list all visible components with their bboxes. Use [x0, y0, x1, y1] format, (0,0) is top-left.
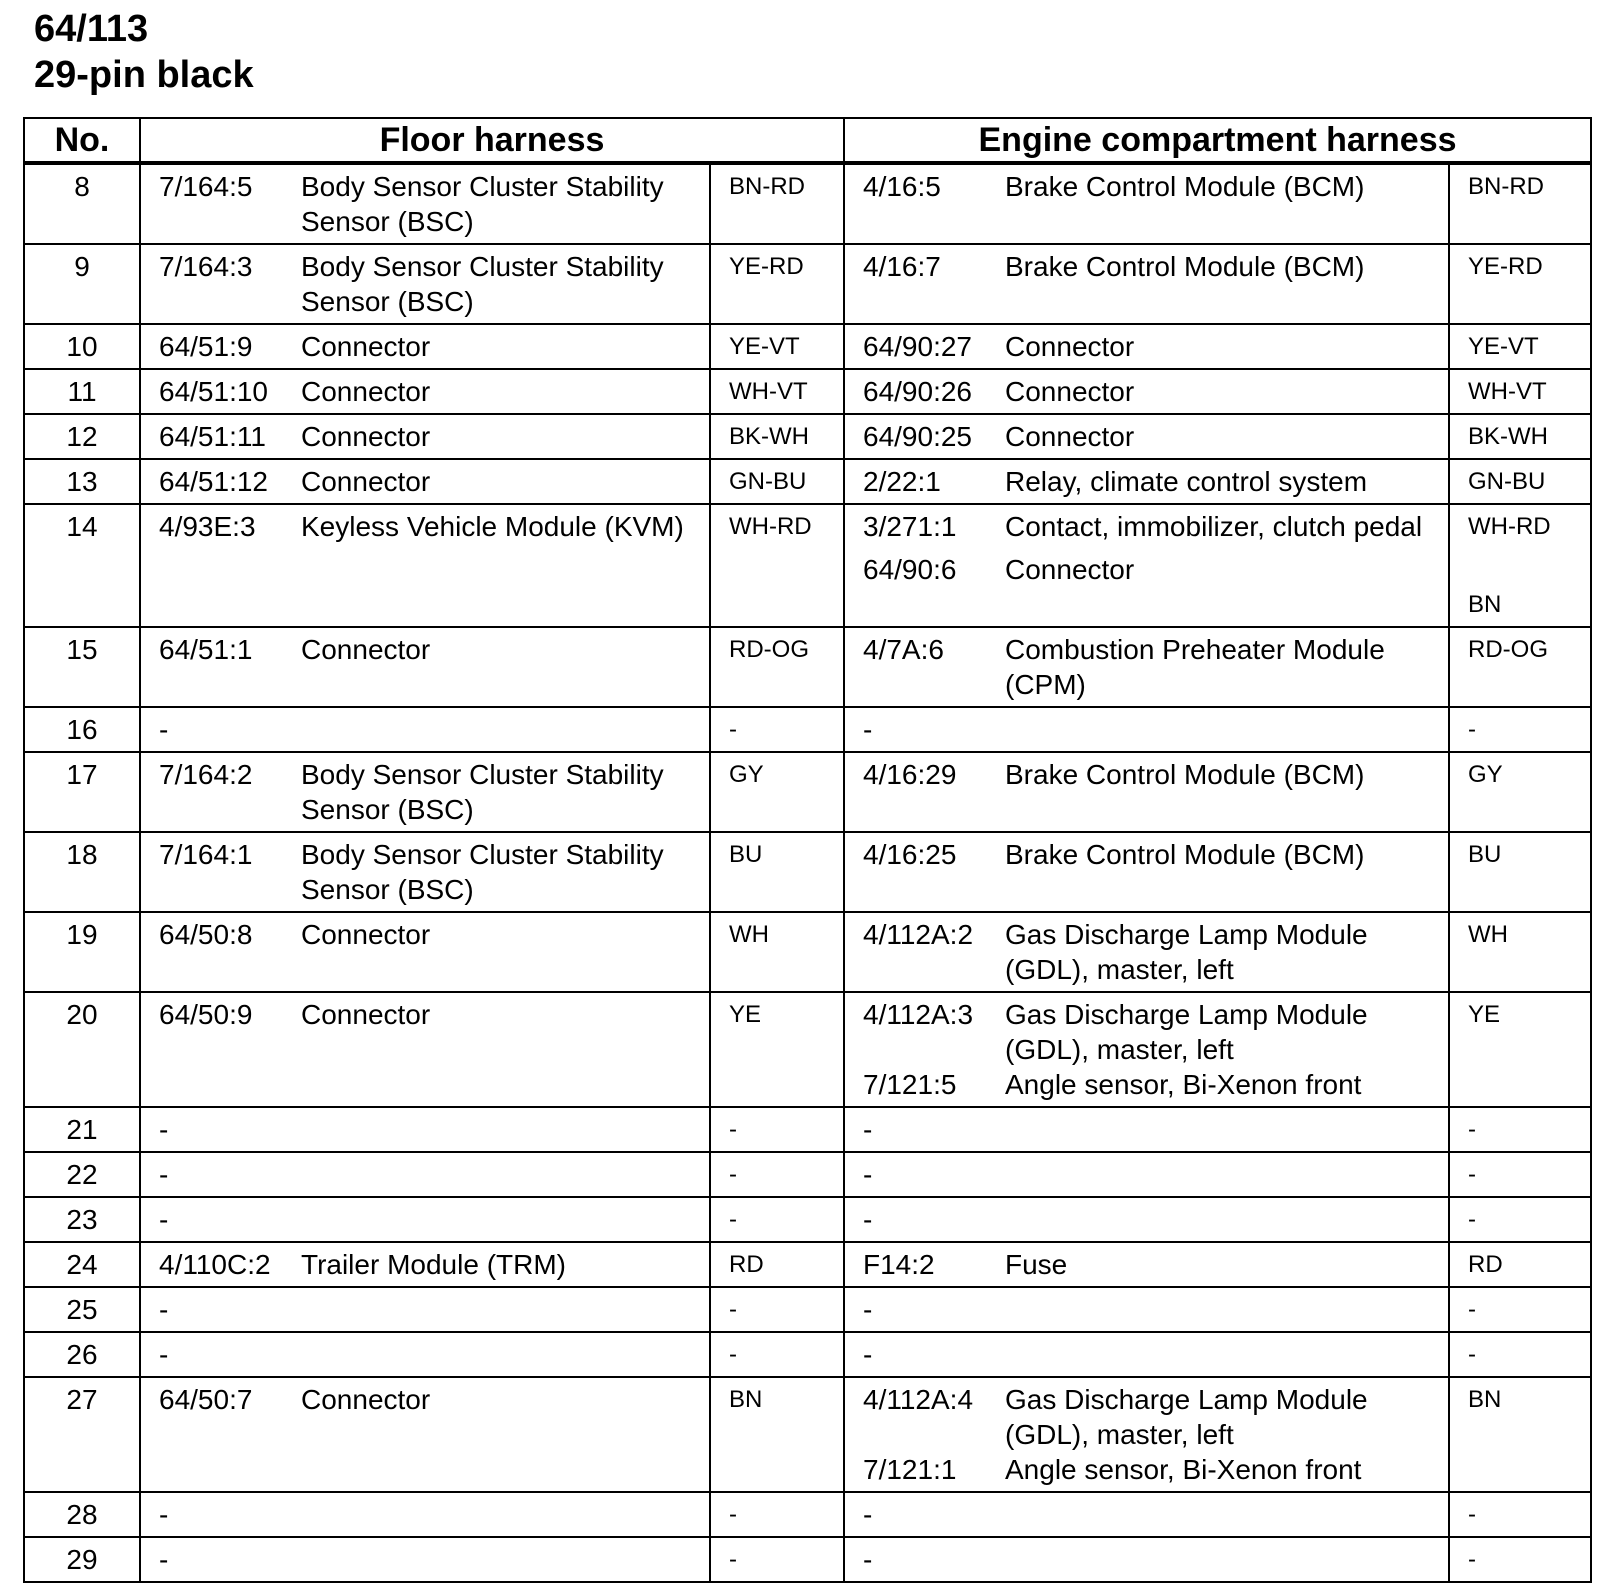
floor-wire-color: GY — [710, 752, 844, 832]
engine-wire-color: RD — [1449, 1242, 1591, 1287]
pin-number: 23 — [24, 1197, 140, 1242]
floor-wire-color: WH — [710, 912, 844, 992]
component-description: Gas Discharge Lamp Module (GDL), master, left — [1005, 919, 1368, 985]
table-row — [24, 627, 1591, 707]
engine-harness-cell — [844, 324, 1449, 369]
table-row — [24, 992, 1591, 1107]
floor-harness-cell — [140, 459, 710, 504]
floor-harness-cell — [140, 369, 710, 414]
wire-color-code: WH-RD — [1468, 513, 1551, 540]
harness-entry — [845, 837, 1448, 872]
table-row — [24, 1242, 1591, 1287]
engine-wire-color: - — [1449, 707, 1591, 752]
component-description: Gas Discharge Lamp Module (GDL), master, left — [1005, 999, 1368, 1065]
harness-entry — [845, 632, 1448, 702]
header-no: No. — [24, 118, 140, 163]
pin-number: 18 — [24, 832, 140, 912]
harness-entry — [845, 1067, 1448, 1102]
engine-harness-cell — [844, 244, 1449, 324]
pin-reference: - — [863, 1294, 873, 1325]
harness-entry — [845, 1292, 1448, 1327]
engine-harness-cell — [844, 992, 1449, 1107]
pin-reference: 4/7A:6 — [863, 634, 944, 665]
pin-number: 27 — [24, 1377, 140, 1492]
harness-entry — [141, 374, 709, 409]
engine-wire-color: GN-BU — [1449, 459, 1591, 504]
header-engine-harness: Engine compartment harness — [844, 118, 1591, 163]
floor-harness-cell — [140, 752, 710, 832]
pin-reference: 64/90:6 — [863, 554, 957, 585]
component-description — [1005, 1292, 1448, 1327]
pin-reference: 64/51:12 — [159, 466, 268, 497]
component-description: Connector — [301, 466, 431, 497]
component-description: Connector — [301, 421, 431, 452]
engine-wire-color: YE-VT — [1449, 324, 1591, 369]
pin-reference: - — [863, 1499, 873, 1530]
engine-wire-color: RD-OG — [1449, 627, 1591, 707]
harness-entry — [845, 917, 1448, 987]
pin-reference: 4/112A:3 — [863, 999, 974, 1030]
engine-wire-color: BN-RD — [1449, 163, 1591, 244]
floor-wire-color: RD — [710, 1242, 844, 1287]
pin-number: 8 — [24, 163, 140, 244]
pin-number: 21 — [24, 1107, 140, 1152]
pin-number: 16 — [24, 707, 140, 752]
component-description: Contact, immobilizer, clutch pedal — [1005, 511, 1423, 542]
pin-reference: 64/51:10 — [159, 376, 268, 407]
harness-entry — [845, 419, 1448, 454]
engine-harness-cell — [844, 752, 1449, 832]
floor-wire-color: BU — [710, 832, 844, 912]
floor-wire-color: - — [710, 1537, 844, 1582]
engine-harness-cell — [844, 707, 1449, 752]
component-description: Angle sensor, Bi-Xenon front — [1005, 1069, 1362, 1100]
floor-wire-color: - — [710, 707, 844, 752]
wire-color-code: BN — [1468, 591, 1502, 618]
pin-number: 25 — [24, 1287, 140, 1332]
floor-harness-cell — [140, 504, 710, 627]
table-row — [24, 163, 1591, 244]
floor-wire-color: YE-RD — [710, 244, 844, 324]
engine-wire-color: - — [1449, 1287, 1591, 1332]
component-description: Connector — [1005, 421, 1135, 452]
component-description: Connector — [301, 331, 431, 362]
engine-harness-cell — [844, 1107, 1449, 1152]
pin-number: 17 — [24, 752, 140, 832]
engine-harness-cell — [844, 459, 1449, 504]
harness-entry — [845, 464, 1448, 499]
floor-harness-cell — [140, 1492, 710, 1537]
harness-entry — [141, 509, 709, 544]
floor-wire-color: - — [710, 1332, 844, 1377]
engine-wire-color: YE — [1449, 992, 1591, 1107]
pin-reference: 7/121:5 — [863, 1069, 957, 1100]
table-row — [24, 1332, 1591, 1377]
engine-wire-color: - — [1449, 1152, 1591, 1197]
pin-reference: - — [863, 714, 873, 745]
harness-entry — [141, 712, 709, 747]
pin-reference: 64/51:11 — [159, 421, 266, 452]
floor-harness-cell — [140, 414, 710, 459]
floor-harness-cell — [140, 1107, 710, 1152]
harness-entry — [845, 374, 1448, 409]
engine-wire-color: - — [1449, 1492, 1591, 1537]
pin-number: 28 — [24, 1492, 140, 1537]
floor-harness-cell — [140, 912, 710, 992]
component-description — [301, 1202, 709, 1237]
harness-entry — [141, 1337, 709, 1372]
pin-number: 26 — [24, 1332, 140, 1377]
component-description — [301, 1292, 709, 1327]
pin-reference: - — [159, 1159, 169, 1190]
floor-harness-cell — [140, 1377, 710, 1492]
harness-entry — [845, 1452, 1448, 1487]
table-row — [24, 1107, 1591, 1152]
header-floor-harness: Floor harness — [140, 118, 844, 163]
pin-number: 20 — [24, 992, 140, 1107]
harness-entry — [845, 757, 1448, 792]
engine-harness-cell — [844, 414, 1449, 459]
engine-harness-cell — [844, 627, 1449, 707]
pin-reference: 64/90:25 — [863, 421, 972, 452]
connector-type: 29-pin black — [34, 54, 254, 96]
table-row — [24, 504, 1591, 627]
component-description — [301, 1157, 709, 1192]
pin-reference: 64/90:26 — [863, 376, 972, 407]
pin-reference: - — [159, 1114, 169, 1145]
harness-entry — [845, 1157, 1448, 1192]
engine-wire-color: WH-VT — [1449, 369, 1591, 414]
component-description — [1005, 712, 1448, 747]
harness-entry — [141, 837, 709, 907]
pin-reference: - — [159, 1204, 169, 1235]
harness-entry — [141, 1157, 709, 1192]
pin-assignment-table — [23, 117, 1592, 1583]
component-description: Body Sensor Cluster Stability Sensor (BSC) — [301, 171, 664, 237]
pin-reference: - — [863, 1544, 873, 1575]
harness-entry — [141, 249, 709, 319]
floor-harness-cell — [140, 627, 710, 707]
pin-number: 29 — [24, 1537, 140, 1582]
floor-wire-color: BN — [710, 1377, 844, 1492]
component-description — [301, 1542, 709, 1577]
engine-wire-color: - — [1449, 1197, 1591, 1242]
floor-harness-cell — [140, 324, 710, 369]
table-row — [24, 369, 1591, 414]
pin-reference: 64/51:1 — [159, 634, 253, 665]
component-description: Brake Control Module (BCM) — [1005, 251, 1365, 282]
floor-wire-color: BN-RD — [710, 163, 844, 244]
component-description: Trailer Module (TRM) — [301, 1249, 566, 1280]
engine-wire-color: GY — [1449, 752, 1591, 832]
table-row — [24, 1152, 1591, 1197]
pin-number: 22 — [24, 1152, 140, 1197]
harness-entry — [141, 419, 709, 454]
pin-reference: 7/164:1 — [159, 839, 253, 870]
harness-entry — [141, 1382, 709, 1417]
engine-harness-cell — [844, 1152, 1449, 1197]
engine-wire-color: BN — [1449, 1377, 1591, 1492]
floor-wire-color: - — [710, 1197, 844, 1242]
harness-entry — [845, 1382, 1448, 1452]
floor-harness-cell — [140, 244, 710, 324]
pin-number: 9 — [24, 244, 140, 324]
pin-reference: 64/50:9 — [159, 999, 253, 1030]
component-description — [301, 712, 709, 747]
table-row — [24, 1197, 1591, 1242]
connector-id: 64/113 — [34, 8, 149, 50]
harness-entry — [141, 997, 709, 1032]
floor-wire-color: - — [710, 1107, 844, 1152]
table-row — [24, 1537, 1591, 1582]
table-row — [24, 752, 1591, 832]
component-description — [1005, 1497, 1448, 1532]
harness-entry — [141, 917, 709, 952]
component-description: Connector — [1005, 376, 1135, 407]
component-description — [1005, 1112, 1448, 1147]
pin-reference: 7/121:1 — [863, 1454, 957, 1485]
harness-entry — [141, 464, 709, 499]
component-description — [1005, 1542, 1448, 1577]
engine-wire-color — [1449, 504, 1591, 627]
pin-reference: - — [863, 1339, 873, 1370]
pin-number: 24 — [24, 1242, 140, 1287]
floor-wire-color: BK-WH — [710, 414, 844, 459]
floor-harness-cell — [140, 1537, 710, 1582]
harness-entry — [141, 757, 709, 827]
component-description: Connector — [1005, 554, 1135, 585]
pin-reference: - — [863, 1114, 873, 1145]
engine-harness-cell — [844, 1197, 1449, 1242]
pin-reference: - — [159, 714, 169, 745]
floor-wire-color: YE-VT — [710, 324, 844, 369]
harness-entry — [141, 329, 709, 364]
engine-harness-cell — [844, 369, 1449, 414]
engine-wire-color: - — [1449, 1107, 1591, 1152]
table-body — [24, 163, 1591, 1582]
component-description: Brake Control Module (BCM) — [1005, 171, 1365, 202]
floor-wire-color: - — [710, 1492, 844, 1537]
harness-entry — [845, 712, 1448, 747]
floor-wire-color: GN-BU — [710, 459, 844, 504]
component-description: Keyless Vehicle Module (KVM) — [301, 511, 684, 542]
harness-entry — [845, 997, 1448, 1067]
floor-harness-cell — [140, 1242, 710, 1287]
component-description: Connector — [301, 999, 431, 1030]
component-description: Body Sensor Cluster Stability Sensor (BSC) — [301, 251, 664, 317]
floor-harness-cell — [140, 1287, 710, 1332]
harness-entry — [845, 1337, 1448, 1372]
engine-wire-color: YE-RD — [1449, 244, 1591, 324]
pin-reference: 4/16:25 — [863, 839, 957, 870]
document-title — [34, 6, 254, 98]
table-row — [24, 244, 1591, 324]
table-row — [24, 1377, 1591, 1492]
harness-entry — [141, 1497, 709, 1532]
harness-entry — [845, 169, 1448, 204]
pin-reference: 64/50:7 — [159, 1384, 253, 1415]
table-header-row — [24, 118, 1591, 163]
pin-reference: 64/51:9 — [159, 331, 253, 362]
pin-reference: 7/164:2 — [159, 759, 253, 790]
engine-wire-color: - — [1449, 1537, 1591, 1582]
floor-harness-cell — [140, 163, 710, 244]
pin-reference: 4/110C:2 — [159, 1249, 271, 1280]
pin-reference: - — [863, 1204, 873, 1235]
floor-harness-cell — [140, 1332, 710, 1377]
harness-entry — [141, 1542, 709, 1577]
harness-entry — [845, 1247, 1448, 1282]
floor-wire-color: - — [710, 1287, 844, 1332]
pin-reference: F14:2 — [863, 1249, 935, 1280]
harness-entry — [845, 552, 1448, 587]
engine-harness-cell — [844, 1492, 1449, 1537]
floor-harness-cell — [140, 1152, 710, 1197]
component-description: Relay, climate control system — [1005, 466, 1368, 497]
component-description — [1005, 1337, 1448, 1372]
pin-reference: 4/16:29 — [863, 759, 957, 790]
engine-harness-cell — [844, 1377, 1449, 1492]
floor-harness-cell — [140, 832, 710, 912]
engine-harness-cell — [844, 504, 1449, 627]
harness-entry — [845, 1202, 1448, 1237]
component-description: Connector — [301, 376, 431, 407]
engine-wire-color: WH — [1449, 912, 1591, 992]
harness-entry — [141, 1292, 709, 1327]
harness-entry — [141, 632, 709, 667]
component-description: Connector — [301, 919, 431, 950]
harness-entry — [845, 1112, 1448, 1147]
pin-number: 19 — [24, 912, 140, 992]
engine-harness-cell — [844, 912, 1449, 992]
pin-reference: 2/22:1 — [863, 466, 941, 497]
pin-reference: 7/164:3 — [159, 251, 253, 282]
component-description: Body Sensor Cluster Stability Sensor (BSC) — [301, 839, 664, 905]
harness-entry — [141, 1112, 709, 1147]
component-description: Gas Discharge Lamp Module (GDL), master, left — [1005, 1384, 1368, 1450]
table-row — [24, 324, 1591, 369]
component-description: Angle sensor, Bi-Xenon front — [1005, 1454, 1362, 1485]
floor-wire-color: RD-OG — [710, 627, 844, 707]
pin-number: 12 — [24, 414, 140, 459]
table-row — [24, 832, 1591, 912]
component-description: Brake Control Module (BCM) — [1005, 839, 1365, 870]
table-row — [24, 414, 1591, 459]
pin-reference: 7/164:5 — [159, 171, 253, 202]
engine-wire-color: - — [1449, 1332, 1591, 1377]
pin-number: 10 — [24, 324, 140, 369]
floor-harness-cell — [140, 1197, 710, 1242]
component-description: Connector — [1005, 331, 1135, 362]
pin-number: 13 — [24, 459, 140, 504]
component-description — [1005, 1202, 1448, 1237]
floor-harness-cell — [140, 992, 710, 1107]
component-description: Brake Control Module (BCM) — [1005, 759, 1365, 790]
harness-entry — [141, 1202, 709, 1237]
floor-harness-cell — [140, 707, 710, 752]
floor-wire-color: YE — [710, 992, 844, 1107]
pin-reference: - — [159, 1339, 169, 1370]
pin-number: 11 — [24, 369, 140, 414]
harness-entry — [845, 509, 1448, 544]
component-description: Fuse — [1005, 1249, 1068, 1280]
engine-harness-cell — [844, 1537, 1449, 1582]
table-row — [24, 459, 1591, 504]
pin-reference: 64/90:27 — [863, 331, 972, 362]
pin-reference: 4/112A:2 — [863, 919, 974, 950]
engine-harness-cell — [844, 1242, 1449, 1287]
table-row — [24, 1287, 1591, 1332]
pin-reference: - — [159, 1544, 169, 1575]
pin-reference: 64/50:8 — [159, 919, 253, 950]
component-description: Combustion Preheater Module (CPM) — [1005, 634, 1385, 700]
pin-reference: 4/16:7 — [863, 251, 941, 282]
pin-reference: 4/16:5 — [863, 171, 941, 202]
harness-entry — [141, 169, 709, 239]
pin-number: 14 — [24, 504, 140, 627]
pin-reference: - — [159, 1294, 169, 1325]
pin-reference: 4/93E:3 — [159, 511, 256, 542]
engine-harness-cell — [844, 1332, 1449, 1377]
component-description: Connector — [301, 1384, 431, 1415]
component-description — [301, 1497, 709, 1532]
pin-reference: 3/271:1 — [863, 511, 957, 542]
harness-entry — [845, 1542, 1448, 1577]
pin-reference: 4/112A:4 — [863, 1384, 974, 1415]
component-description: Body Sensor Cluster Stability Sensor (BSC) — [301, 759, 664, 825]
floor-wire-color: WH-RD — [710, 504, 844, 627]
pin-reference: - — [863, 1159, 873, 1190]
component-description — [301, 1337, 709, 1372]
component-description — [301, 1112, 709, 1147]
engine-harness-cell — [844, 832, 1449, 912]
engine-wire-color: BU — [1449, 832, 1591, 912]
harness-entry — [845, 249, 1448, 284]
engine-harness-cell — [844, 1287, 1449, 1332]
component-description: Connector — [301, 634, 431, 665]
component-description — [1005, 1157, 1448, 1192]
table-row — [24, 707, 1591, 752]
pin-reference: - — [159, 1499, 169, 1530]
harness-entry — [845, 329, 1448, 364]
engine-harness-cell — [844, 163, 1449, 244]
pin-number: 15 — [24, 627, 140, 707]
harness-entry — [845, 1497, 1448, 1532]
engine-wire-color: BK-WH — [1449, 414, 1591, 459]
harness-entry — [141, 1247, 709, 1282]
table-row — [24, 1492, 1591, 1537]
floor-wire-color: WH-VT — [710, 369, 844, 414]
floor-wire-color: - — [710, 1152, 844, 1197]
table-row — [24, 912, 1591, 992]
